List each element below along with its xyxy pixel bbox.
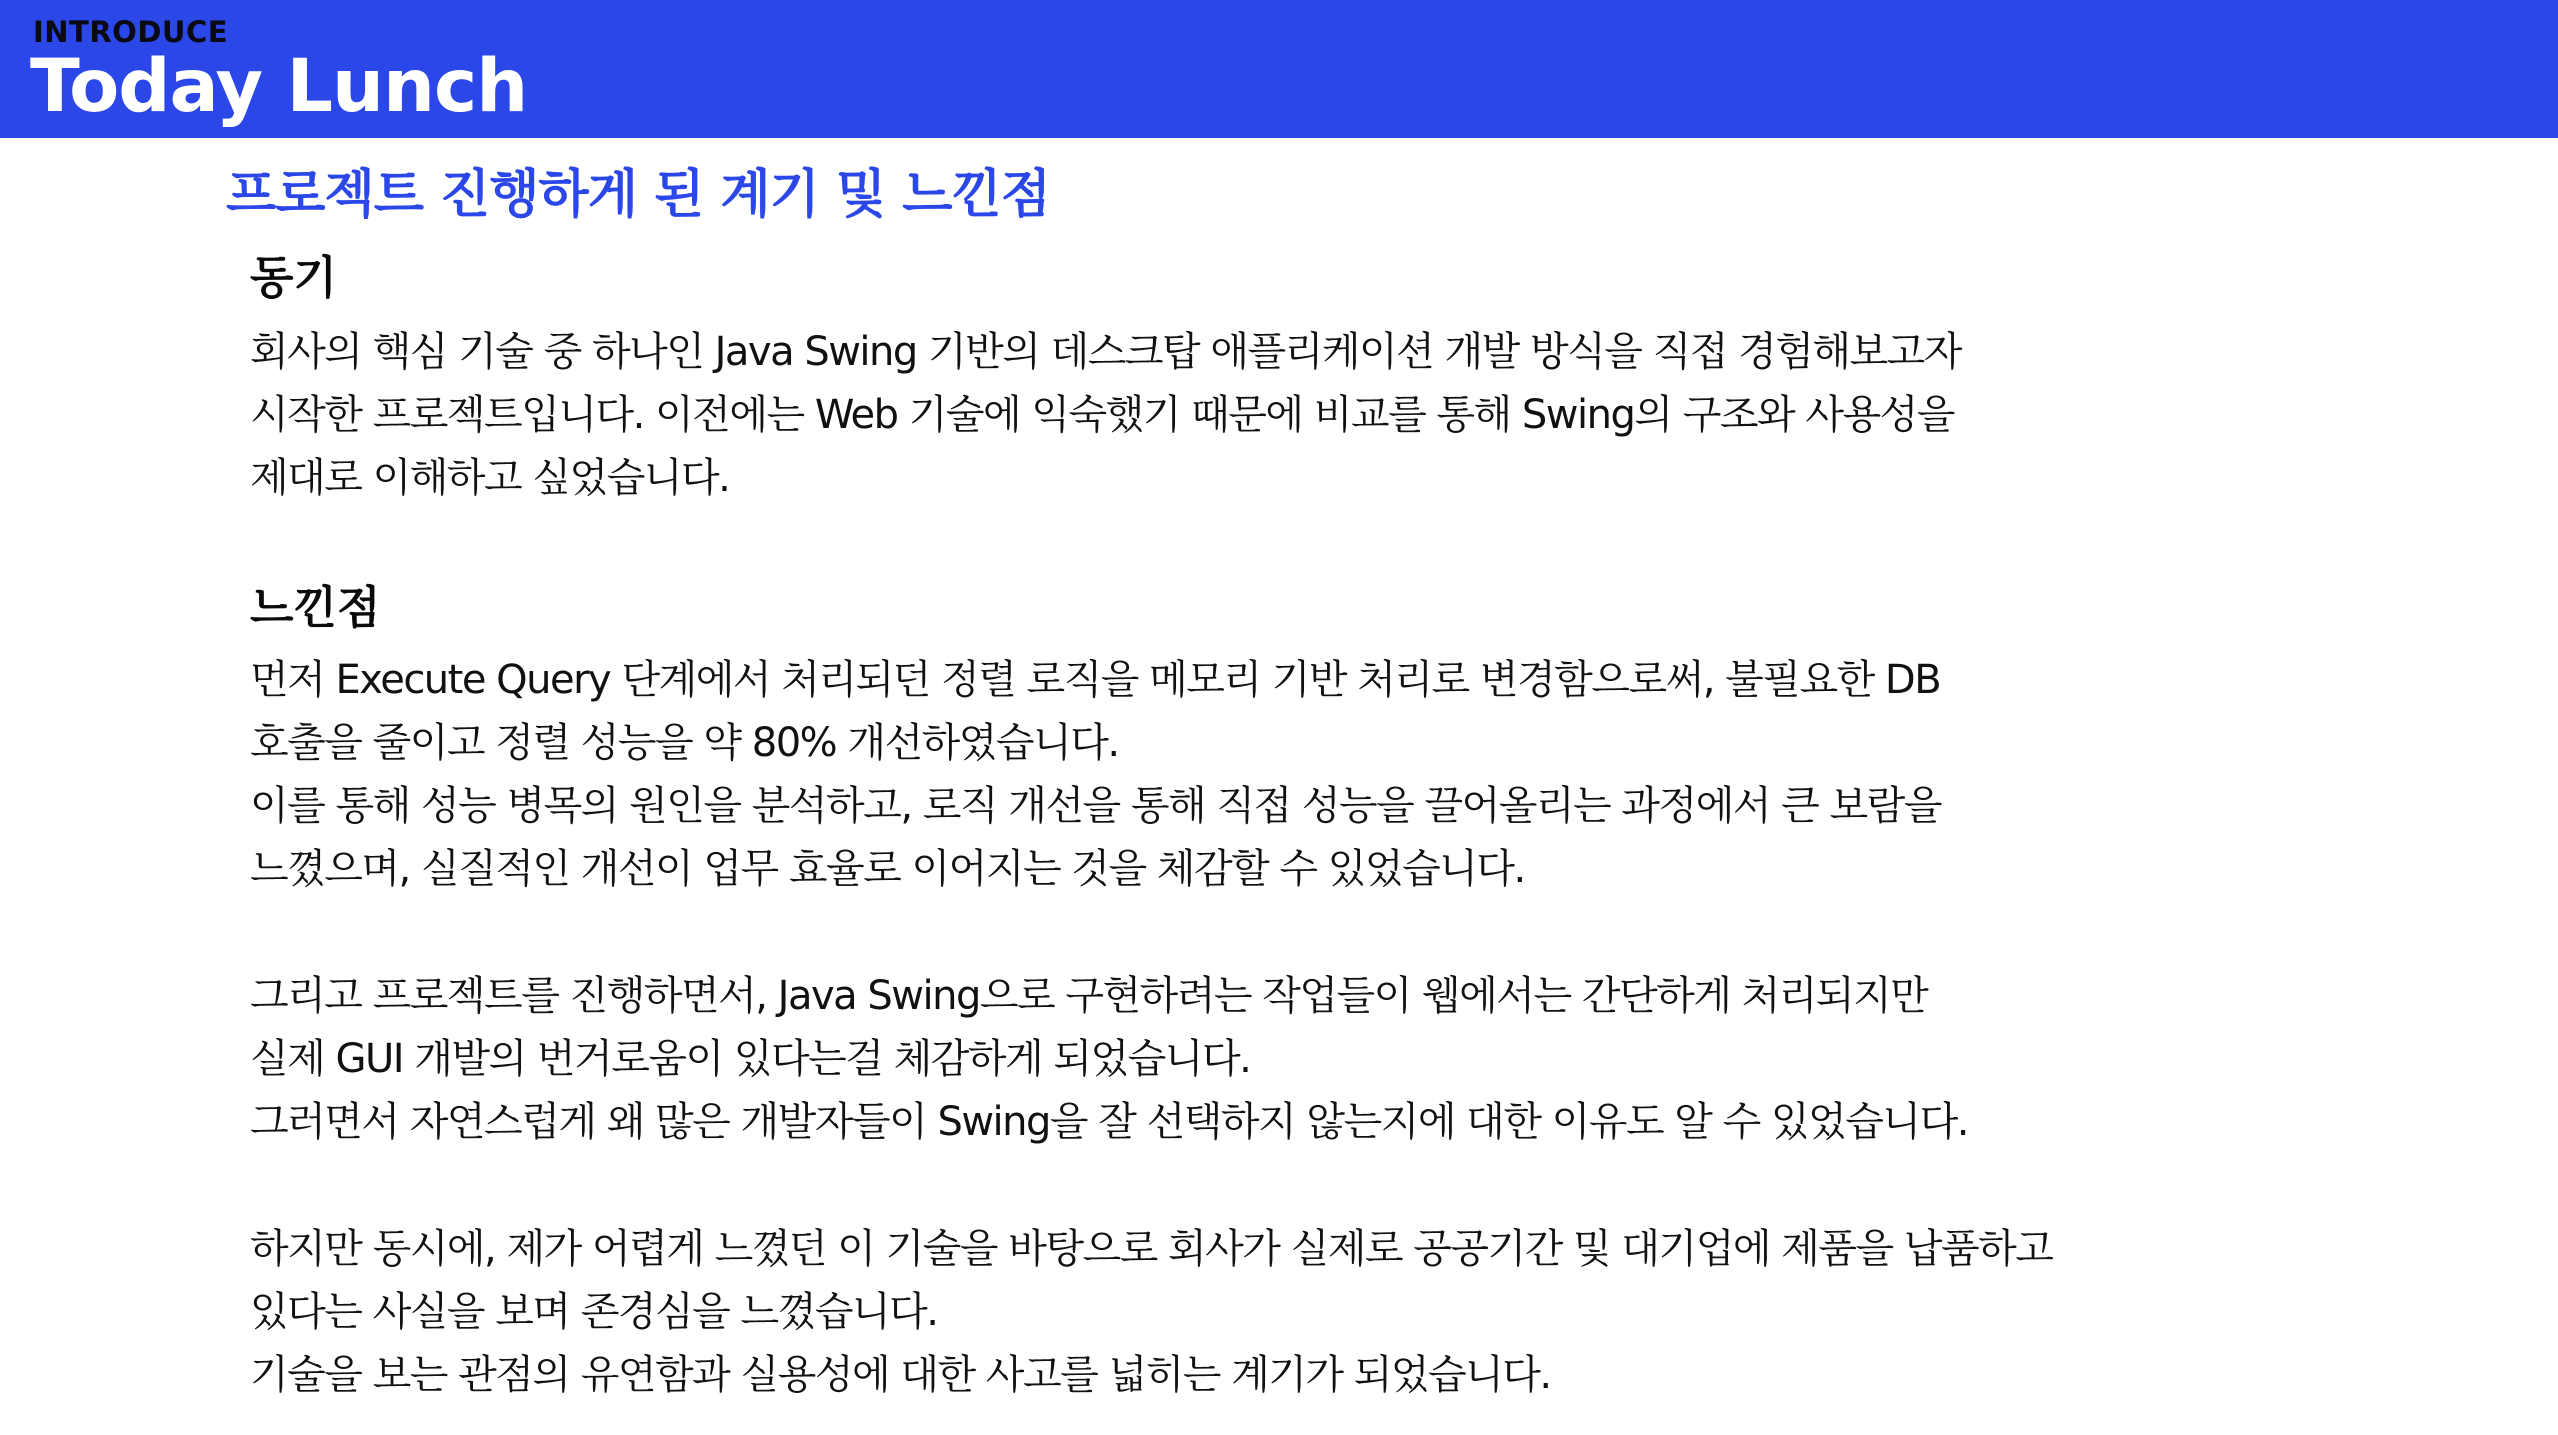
- reflection-line: 있다는 사실을 보며 존경심을 느꼈습니다.: [250, 1289, 938, 1335]
- reflection-line: 하지만 동시에, 제가 어렵게 느꼈던 이 기술을 바탕으로 회사가 실제로 공공기간 및 대기업에 제품을 납품하고: [250, 1226, 2053, 1272]
- reflection-line: 이를 통해 성능 병목의 원인을 분석하고, 로직 개선을 통해 직접 성능을 끌어올리는 과정에서 큰 보람을: [250, 783, 1941, 829]
- motivation-line: 제대로 이해하고 싶었습니다.: [250, 455, 730, 501]
- header-eyebrow: INTRODUCE: [33, 15, 229, 49]
- reflection-heading: 느낀점: [250, 581, 381, 634]
- motivation-line: 시작한 프로젝트입니다. 이전에는 Web 기술에 익숙했기 때문에 비교를 통해 Swing의 구조와 사용성을: [250, 392, 1954, 438]
- section-title: 프로젝트 진행하게 된 계기 및 느낀점: [226, 165, 1050, 225]
- motivation-line: 회사의 핵심 기술 중 하나인 Java Swing 기반의 데스크탑 애플리케이션 개발 방식을 직접 경험해보고자: [250, 329, 1961, 375]
- page-title: Today Lunch: [30, 44, 528, 129]
- reflection-line: 느꼈으며, 실질적인 개선이 업무 효율로 이어지는 것을 체감할 수 있었습니다.: [250, 846, 1525, 892]
- reflection-line: 기술을 보는 관점의 유연함과 실용성에 대한 사고를 넓히는 계기가 되었습니다.: [250, 1352, 1551, 1398]
- header-bar: [0, 0, 2558, 138]
- reflection-line: 그러면서 자연스럽게 왜 많은 개발자들이 Swing을 잘 선택하지 않는지에 대한 이유도 알 수 있었습니다.: [250, 1099, 1968, 1145]
- reflection-line: 그리고 프로젝트를 진행하면서, Java Swing으로 구현하려는 작업들이 웹에서는 간단하게 처리되지만: [250, 973, 1928, 1019]
- reflection-line: 실제 GUI 개발의 번거로움이 있다는걸 체감하게 되었습니다.: [250, 1036, 1251, 1082]
- motivation-heading: 동기: [250, 251, 337, 304]
- reflection-line: 먼저 Execute Query 단계에서 처리되던 정렬 로직을 메모리 기반 처리로 변경함으로써, 불필요한 DB: [250, 657, 1941, 703]
- reflection-line: 호출을 줄이고 정렬 성능을 약 80% 개선하였습니다.: [250, 720, 1119, 766]
